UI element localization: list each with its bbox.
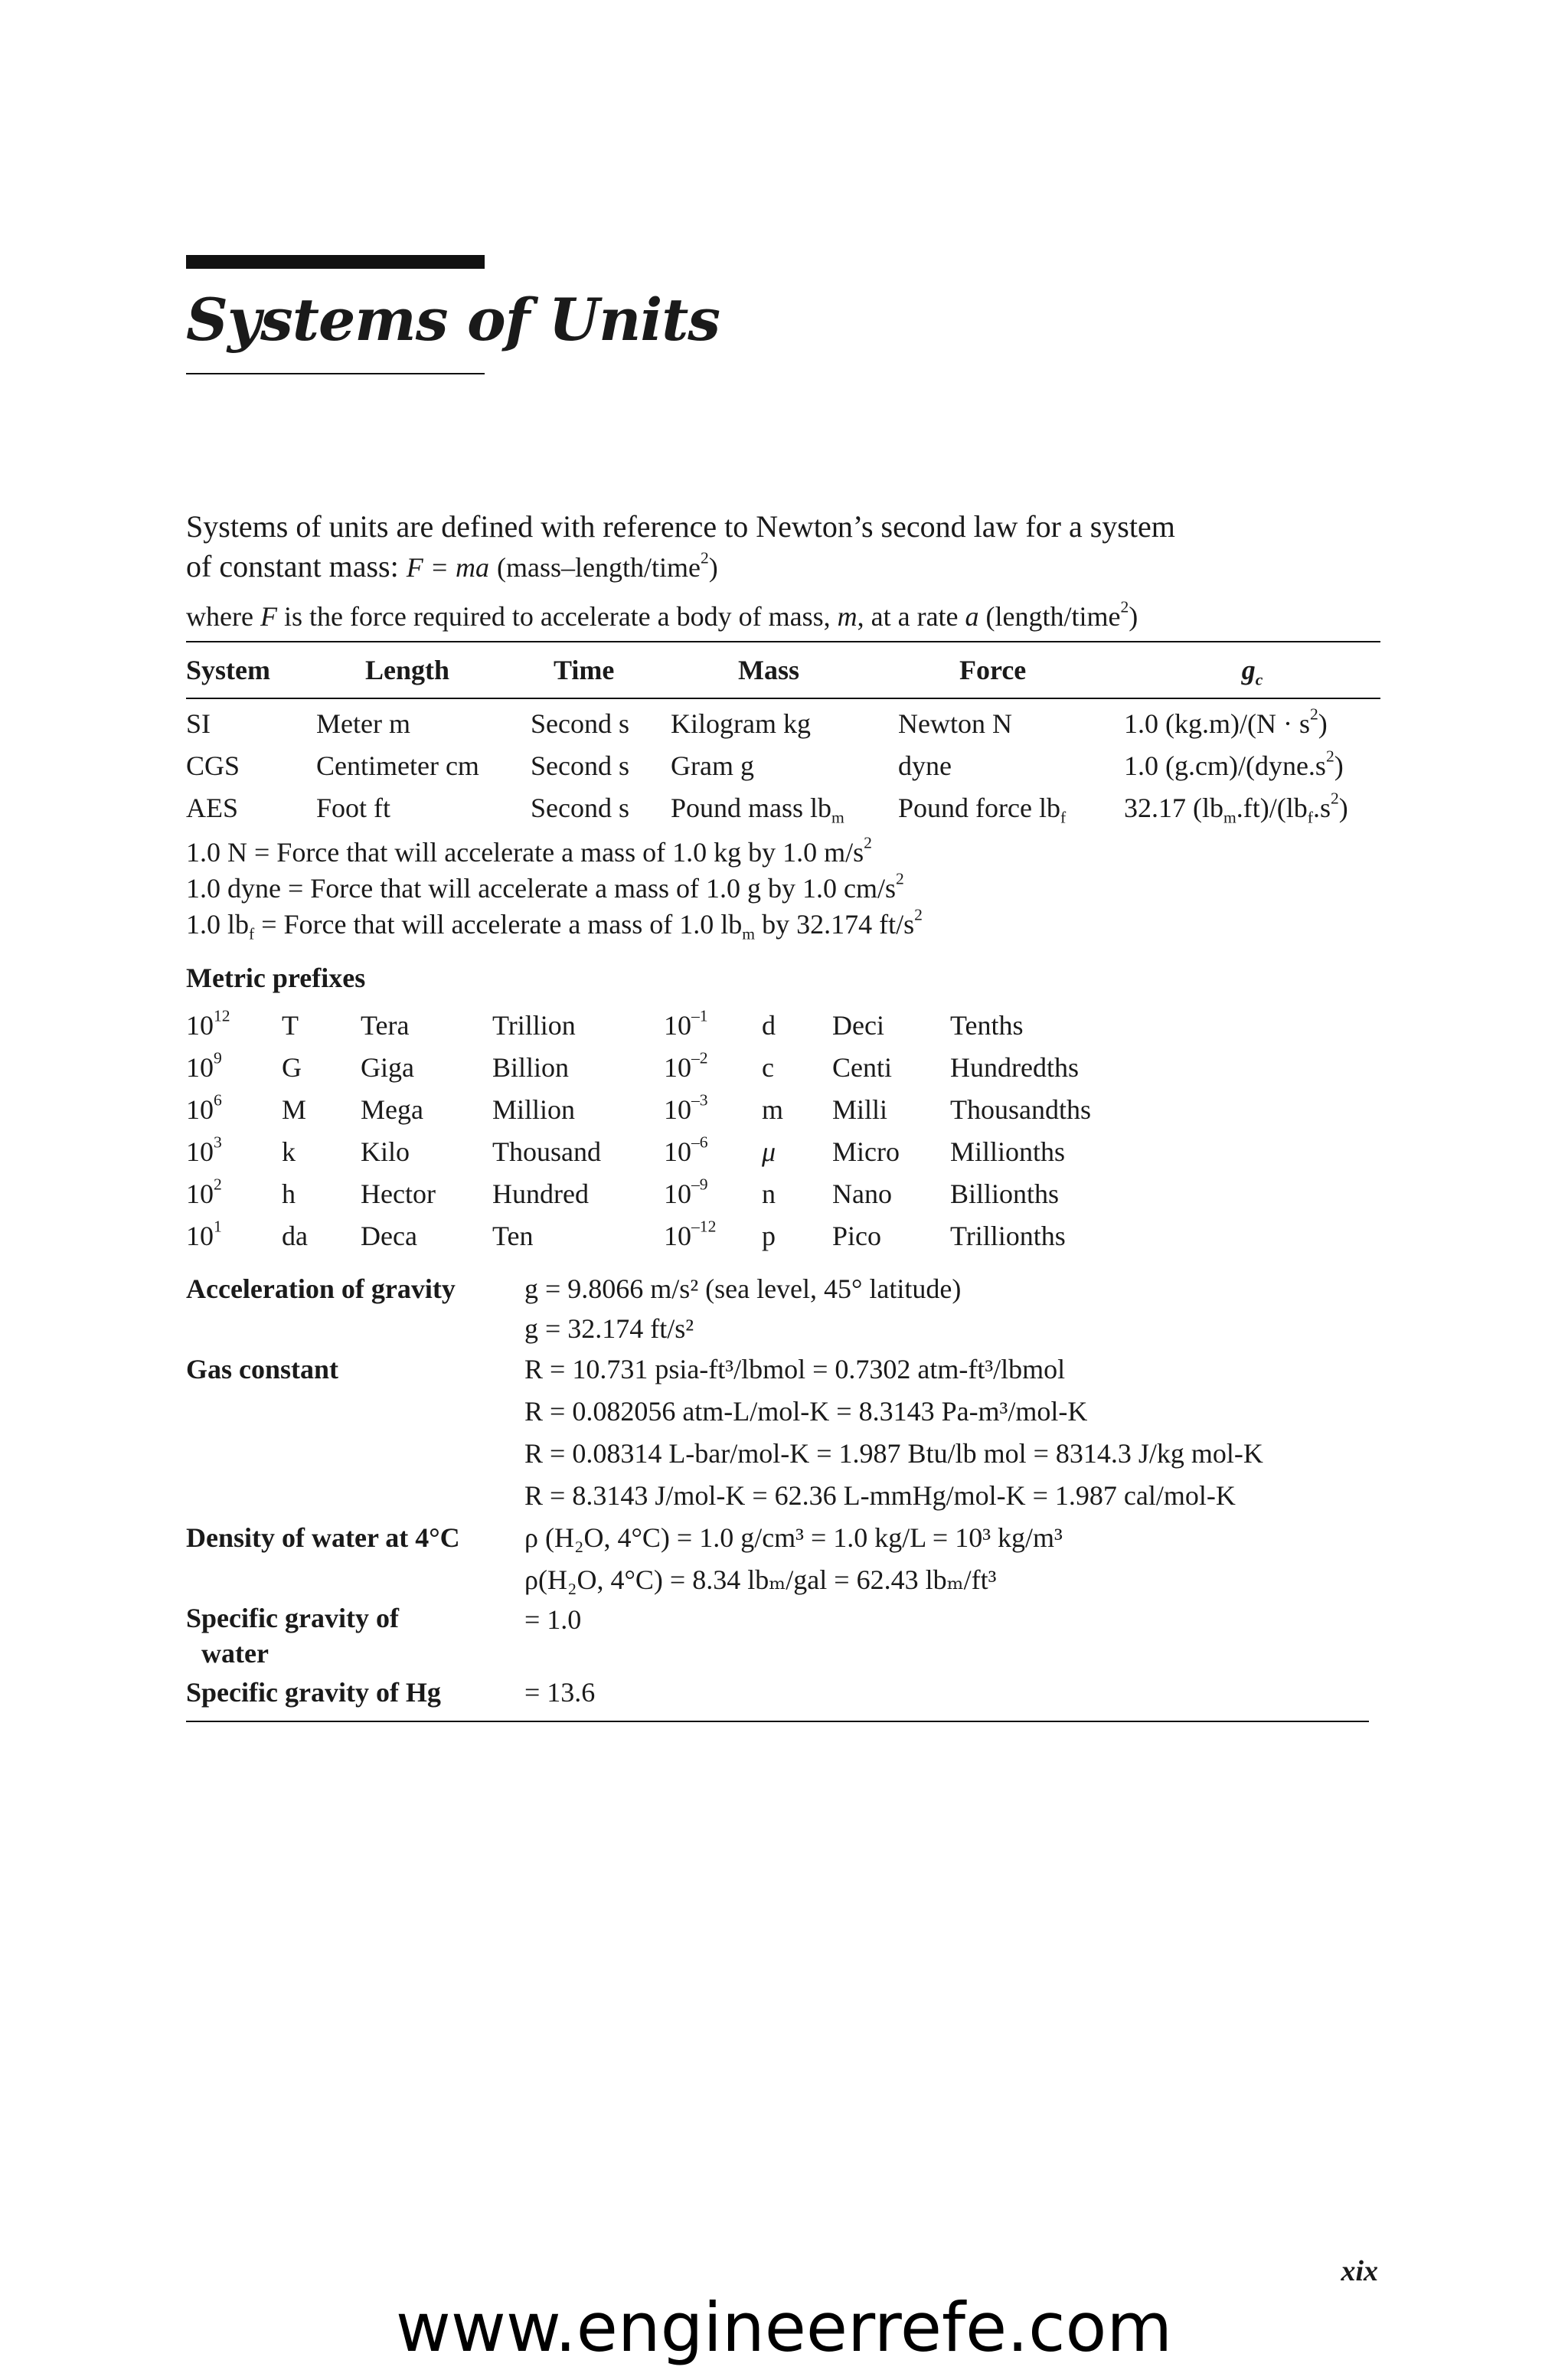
prefix-name: Deca (361, 1220, 417, 1251)
row-aes-length: Foot ft (316, 792, 391, 823)
prefix-power-base: 10 (186, 1009, 214, 1041)
density-value-2: ρ(H₂O, 4°C) = 8.34 lbₘ/gal = 62.43 lbₘ/ft³ (524, 1564, 997, 1595)
prefix-power-exp: 1 (214, 1217, 222, 1236)
prefix-neg-name: Centi (832, 1051, 892, 1083)
page-title: Systems of Units (186, 286, 720, 354)
prefix-neg-power-exp: –12 (691, 1217, 717, 1236)
prefix-neg-name: Micro (832, 1136, 900, 1167)
row-aes-gc-b: .ft)/(lb (1236, 792, 1308, 823)
row-si-force: Newton N (898, 708, 1012, 739)
row-aes-force (898, 786, 1124, 829)
prefix-neg-power-exp: –9 (691, 1175, 708, 1194)
row-si-mass: Kilogram kg (671, 708, 811, 739)
prefix-neg-name: Milli (832, 1093, 888, 1125)
where-c: , at a rate (857, 601, 959, 632)
prefix-row (186, 1214, 1134, 1257)
prefix-neg-power (664, 1046, 762, 1088)
force-definitions (186, 835, 1380, 943)
def-lbf-exp: 2 (914, 905, 923, 924)
header-time: Time (531, 642, 671, 698)
prefix-row (186, 1130, 1134, 1172)
prefix-neg-word: Thousandths (950, 1093, 1091, 1125)
prefix-symbol: h (282, 1178, 296, 1209)
constant-row-density-2 (186, 1558, 1369, 1600)
empty-cell (186, 1309, 524, 1348)
prefix-neg-power-exp: –2 (691, 1048, 708, 1067)
prefix-word: Thousand (492, 1136, 601, 1167)
row-aes-gc-exp: 2 (1331, 789, 1339, 808)
row-cgs-mass: Gram g (671, 750, 754, 781)
where-f: F (260, 601, 277, 632)
definition-newton (186, 835, 1380, 871)
prefix-symbol: k (282, 1136, 296, 1167)
prefix-neg-power-base: 10 (664, 1178, 691, 1209)
intro-line-1: Systems of units are defined with reference to Newton’s second law for a system (186, 509, 1175, 544)
def-lbf-a: 1.0 lb (186, 909, 250, 940)
row-aes-gc-sub2: f (1307, 808, 1313, 827)
metric-prefixes-table (186, 1004, 1134, 1257)
prefix-power-exp: 9 (214, 1048, 222, 1067)
prefix-word: Hundred (492, 1178, 589, 1209)
prefix-power-base: 10 (186, 1178, 214, 1209)
row-aes-mass (671, 786, 898, 829)
prefix-row (186, 1004, 1134, 1046)
prefix-neg-name: Deci (832, 1009, 884, 1041)
row-cgs-force: dyne (898, 750, 952, 781)
prefix-symbol: M (282, 1093, 307, 1125)
row-aes-mass-a: Pound mass lb (671, 792, 832, 823)
row-cgs-time: Second s (531, 750, 629, 781)
empty-cell (186, 1390, 524, 1432)
table-header-row (186, 642, 1380, 698)
def-lbf-c: by 32.174 ft/s (755, 909, 915, 940)
table-row (186, 786, 1380, 829)
prefix-name: Hector (361, 1178, 436, 1209)
systems-table (186, 642, 1380, 829)
gas-label: Gas constant (186, 1353, 339, 1384)
page-number: xix (1341, 2255, 1378, 2287)
gravity-value-2: g = 32.174 ft/s² (524, 1313, 694, 1344)
row-si-gc-exp: 2 (1309, 704, 1318, 724)
prefix-power-exp: 6 (214, 1090, 222, 1110)
units-text-b: ) (708, 552, 718, 583)
prefix-power (186, 1214, 282, 1257)
def-lbf-b: = Force that will accelerate a mass of 1.0 lb (254, 909, 743, 940)
prefix-power-base: 10 (186, 1093, 214, 1125)
where-a: where (186, 601, 253, 632)
header-gc (1124, 642, 1380, 698)
table-bottom-rule (186, 1721, 1369, 1722)
prefix-neg-word: Hundredths (950, 1051, 1079, 1083)
prefix-power-base: 10 (186, 1136, 214, 1167)
sg-water-value: = 1.0 (524, 1604, 582, 1635)
prefix-neg-power-exp: –6 (691, 1133, 708, 1152)
prefix-neg-power-exp: –3 (691, 1090, 708, 1110)
where-exp: 2 (1120, 597, 1129, 616)
row-si-gc (1124, 698, 1380, 744)
prefix-neg-power (664, 1004, 762, 1046)
prefix-row (186, 1046, 1134, 1088)
prefix-power (186, 1172, 282, 1214)
gas-value-1: R = 10.731 psia-ft³/lbmol = 0.7302 atm-ft³/lbmol (524, 1353, 1066, 1384)
header-force: Force (898, 642, 1124, 698)
prefix-neg-symbol: p (762, 1220, 776, 1251)
def-newton-text: 1.0 N = Force that will accelerate a mass of 1.0 kg by 1.0 m/s (186, 837, 864, 868)
prefix-power (186, 1046, 282, 1088)
def-dyne-exp: 2 (896, 869, 904, 888)
row-aes-system: AES (186, 792, 239, 823)
density-label: Density of water at 4°C (186, 1522, 460, 1553)
prefix-neg-power (664, 1088, 762, 1130)
title-bar (186, 255, 485, 269)
prefix-power-exp: 2 (214, 1175, 222, 1194)
row-cgs-gc (1124, 744, 1380, 786)
newton-equation: F = ma (406, 552, 490, 583)
constant-row-gas-4 (186, 1474, 1369, 1516)
table-row (186, 744, 1380, 786)
header-mass: Mass (671, 642, 898, 698)
def-lbf-sub: f (249, 924, 255, 943)
constants-table (186, 1267, 1369, 1713)
units-exp: 2 (700, 548, 709, 567)
sg-water-label-1: Specific gravity of (186, 1603, 399, 1633)
constant-row-gas-3 (186, 1432, 1369, 1474)
constant-row-sg-water (186, 1600, 1369, 1671)
prefix-neg-word: Tenths (950, 1009, 1024, 1041)
prefix-neg-power-base: 10 (664, 1051, 691, 1083)
gravity-label: Acceleration of gravity (186, 1273, 456, 1304)
prefix-row (186, 1172, 1134, 1214)
empty-cell (186, 1474, 524, 1516)
def-newton-exp: 2 (864, 833, 872, 852)
prefix-power (186, 1088, 282, 1130)
empty-cell (186, 1558, 524, 1600)
prefix-neg-symbol: μ (762, 1136, 776, 1167)
def-dyne-text: 1.0 dyne = Force that will accelerate a mass of 1.0 g by 1.0 cm/s (186, 873, 897, 904)
row-si-length: Meter m (316, 708, 410, 739)
row-cgs-system: CGS (186, 750, 240, 781)
prefix-neg-power-base: 10 (664, 1220, 691, 1251)
prefix-name: Kilo (361, 1136, 410, 1167)
constant-row-density (186, 1516, 1369, 1558)
prefix-power-base: 10 (186, 1051, 214, 1083)
prefix-neg-power (664, 1172, 762, 1214)
prefix-neg-power (664, 1214, 762, 1257)
prefix-power-base: 10 (186, 1220, 214, 1251)
density-value-1: ρ (H₂O, 4°C) = 1.0 g/cm³ = 1.0 kg/L = 10³ kg/m³ (524, 1522, 1063, 1553)
where-d: (length/time (985, 601, 1121, 632)
prefix-neg-name: Nano (832, 1178, 892, 1209)
gas-value-3: R = 0.08314 L-bar/mol-K = 1.987 Btu/lb mol = 8314.3 J/kg mol-K (524, 1437, 1263, 1469)
intro-line-2-pre: of constant mass: (186, 549, 399, 584)
row-aes-gc-c: .s (1312, 792, 1331, 823)
prefix-word: Billion (492, 1051, 570, 1083)
prefix-word: Trillion (492, 1009, 576, 1041)
prefix-neg-power-exp: –1 (691, 1006, 708, 1025)
row-si-gc-a: 1.0 (kg.m)/(N · s (1124, 708, 1310, 739)
prefix-neg-power-base: 10 (664, 1009, 691, 1041)
row-si-system: SI (186, 708, 211, 739)
row-aes-gc-d: ) (1338, 792, 1348, 823)
prefix-neg-power (664, 1130, 762, 1172)
header-length: Length (316, 642, 531, 698)
empty-cell (186, 1432, 524, 1474)
prefix-neg-name: Pico (832, 1220, 882, 1251)
constant-row-gas (186, 1348, 1369, 1390)
prefix-symbol: G (282, 1051, 302, 1083)
prefix-row (186, 1088, 1134, 1130)
gc-c: c (1255, 670, 1263, 689)
gas-value-4: R = 8.3143 J/mol-K = 62.36 L-mmHg/mol-K = 1.987 cal/mol-K (524, 1479, 1236, 1511)
row-aes-gc-sub1: m (1223, 808, 1236, 827)
where-line (186, 598, 1380, 635)
row-aes-force-a: Pound force lb (898, 792, 1060, 823)
prefix-power (186, 1130, 282, 1172)
prefix-power-exp: 3 (214, 1133, 222, 1152)
table-row (186, 698, 1380, 744)
row-si-time: Second s (531, 708, 629, 739)
definition-dyne (186, 871, 1380, 907)
watermark-url: www.engineerrefe.com (395, 2288, 1173, 2367)
metric-prefixes-heading: Metric prefixes (186, 963, 366, 993)
prefix-symbol: T (282, 1009, 299, 1041)
row-aes-force-sub: f (1060, 808, 1067, 827)
where-b: is the force required to accelerate a body of mass, (283, 601, 831, 632)
prefix-neg-symbol: n (762, 1178, 776, 1209)
prefix-word: Million (492, 1093, 576, 1125)
prefix-name: Giga (361, 1051, 414, 1083)
header-system: System (186, 642, 316, 698)
prefix-neg-word: Millionths (950, 1136, 1066, 1167)
prefix-power (186, 1004, 282, 1046)
prefix-neg-power-base: 10 (664, 1093, 691, 1125)
row-si-gc-b: ) (1318, 708, 1328, 739)
prefix-neg-word: Trillionths (950, 1220, 1066, 1251)
prefix-power-exp: 12 (214, 1006, 230, 1025)
content (186, 507, 1380, 1722)
prefix-neg-word: Billionths (950, 1178, 1060, 1209)
prefix-name: Tera (361, 1009, 410, 1041)
title-rule (186, 373, 485, 374)
prefix-symbol: da (282, 1220, 308, 1251)
sg-hg-label: Specific gravity of Hg (186, 1676, 441, 1708)
row-cgs-gc-b: ) (1334, 750, 1344, 781)
row-aes-gc (1124, 786, 1380, 829)
constant-row-gas-2 (186, 1390, 1369, 1432)
gravity-value-1: g = 9.8066 m/s² (sea level, 45° latitude) (524, 1273, 962, 1304)
gas-value-2: R = 0.082056 atm-L/mol-K = 8.3143 Pa-m³/mol-K (524, 1395, 1088, 1427)
def-lbf-sub2: m (742, 924, 756, 943)
row-aes-mass-sub: m (831, 808, 844, 827)
sg-water-label (186, 1600, 524, 1671)
sg-water-label-2: water (201, 1638, 269, 1669)
gc-g: g (1241, 655, 1256, 685)
row-cgs-gc-exp: 2 (1325, 747, 1334, 766)
row-aes-time: Second s (531, 792, 629, 823)
prefix-word: Ten (492, 1220, 534, 1251)
prefix-neg-symbol: d (762, 1009, 776, 1041)
row-cgs-length: Centimeter cm (316, 750, 479, 781)
where-a-sym: a (965, 601, 979, 632)
prefix-neg-symbol: c (762, 1051, 774, 1083)
constant-row-gravity (186, 1267, 1369, 1309)
constant-row-sg-hg (186, 1671, 1369, 1713)
row-aes-gc-a: 32.17 (lb (1124, 792, 1223, 823)
where-e: ) (1129, 601, 1138, 632)
where-m: m (837, 601, 858, 632)
row-cgs-gc-a: 1.0 (g.cm)/(dyne.s (1124, 750, 1326, 781)
prefix-name: Mega (361, 1093, 423, 1125)
intro-paragraph (186, 507, 1380, 587)
sg-hg-value: = 13.6 (524, 1676, 596, 1708)
prefix-neg-power-base: 10 (664, 1136, 691, 1167)
definition-lbf (186, 907, 1380, 943)
constant-row-gravity-2 (186, 1309, 1369, 1348)
units-text-a: (mass–length/time (497, 552, 701, 583)
prefix-neg-symbol: m (762, 1093, 784, 1125)
